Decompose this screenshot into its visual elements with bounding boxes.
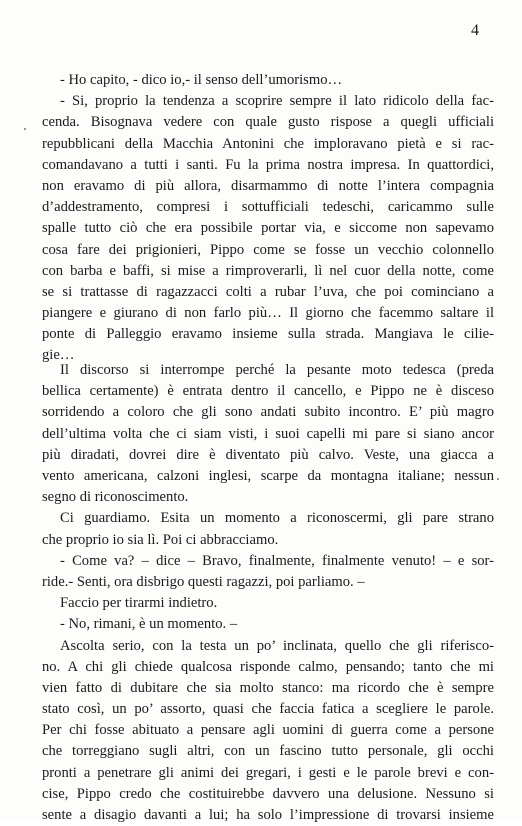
text-block-1 (42, 70, 494, 367)
text-line: d’addestramento, compresi i sottufficiali tedeschi, caricammo sulle (42, 199, 494, 216)
text-line: con barba e baffi, si mise a rimproverarli, lì nel cuor della notte, come (42, 262, 494, 279)
text-line: se si trattasse di ragazzacci colti a rubar l’uva, che poi cominciano a (42, 283, 494, 300)
text-line: dell’ultima volta che ci siam visti, i suoi capelli mi pare si siano ancor (42, 425, 494, 442)
text-line: Il discorso si interrompe perché la pesante moto tedesca (preda (60, 362, 494, 378)
text-line: ride.- Senti, ora disbrigo questi ragazzi, poi parliamo. – (42, 573, 365, 590)
text-line: gie… (42, 347, 75, 364)
text-line: - Si, proprio la tendenza a scoprire sempre il lato ridicolo della fac- (60, 93, 494, 110)
text-line: repubblicani della Macchia Antonini che imploravano pietà e si rac- (42, 135, 494, 152)
text-line: vento americana, calzoni inglesi, scarpe da montagna italiane; nessun (42, 467, 494, 484)
text-line: stato così, un po’ assorto, quasi che faccia fatica a scegliere le parole. (42, 701, 494, 718)
text-line: vien fatto di dubitare che sia molto stanco: ma ricordo che è sempre (42, 679, 494, 696)
page-number: 4 (471, 22, 479, 39)
text-line: cosa fare dei prigionieri, Pippo come se fosse un vecchio colonnello (42, 241, 494, 258)
text-line: bellica certamente) è entrata dentro il cancello, e Pippo ne è disceso (42, 383, 494, 400)
text-line: più diradati, dovrei dire è diventato più calvo. Veste, una giacca a (42, 446, 494, 463)
text-line: - Ho capito, - dico io,- il senso dell’umorismo… (60, 72, 343, 88)
text-line: segno di riconoscimento. (42, 489, 189, 506)
text-line: ponte di Palleggio eravamo insieme sulla strada. Mangiava le cilie- (42, 326, 494, 343)
text-line: comandavano a tutti i santi. Fu la prima nostra impresa. In quattordici, (42, 156, 494, 173)
text-line: pronti a penetrare gli animi dei gregari, i gesti e le parole brevi e con- (42, 764, 494, 781)
text-line: Per chi fosse abituato a pensare agli uomini di guerra come a persone (42, 722, 494, 739)
text-line: Ascolta serio, con la testa un po’ inclinata, quello che gli riferisco- (60, 637, 494, 654)
text-line: piangere e giurano di non farlo più… Il giorno che facemmo saltare il (42, 305, 494, 322)
text-block-2 (42, 360, 494, 826)
text-line: Faccio per tirarmi indietro. (60, 595, 218, 612)
text-line: cenda. Bisognava vedere con quale gusto rispose a quegli ufficiali (42, 114, 494, 131)
text-line: - Come va? – dice – Bravo, finalmente, finalmente venuto! – e sor- (60, 552, 494, 569)
text-line: che proprio io sia lì. Poi ci abbracciamo. (42, 531, 279, 548)
text-line: non eravamo di più allora, disarmammo di notte l’intera compagnia (42, 177, 494, 194)
text-line: che torreggiano sugli altri, con un fascino tutto personale, gli occhi (42, 743, 494, 760)
text-line: - No, rimani, è un momento. – (60, 616, 238, 633)
text-line: cise, Pippo credo che costituirebbe davvero una delusione. Nessuno si (42, 785, 494, 802)
page-speck (497, 478, 499, 480)
text-line: Ci guardiamo. Esita un momento a riconoscermi, gli pare strano (60, 510, 494, 527)
text-line: sorridendo a coloro che gli sono andati subito incontro. E’ più magro (42, 404, 494, 421)
page-speck (24, 128, 26, 130)
text-line: no. A chi gli chiede qualcosa risponde calmo, pensando; tanto che mi (42, 658, 494, 675)
text-line: sente a disagio davanti a lui; ha solo l’impressione di trovarsi insieme (42, 807, 494, 824)
text-line: spalle tutto ciò che era possibile portar via, e siccome non sapevamo (42, 220, 494, 237)
